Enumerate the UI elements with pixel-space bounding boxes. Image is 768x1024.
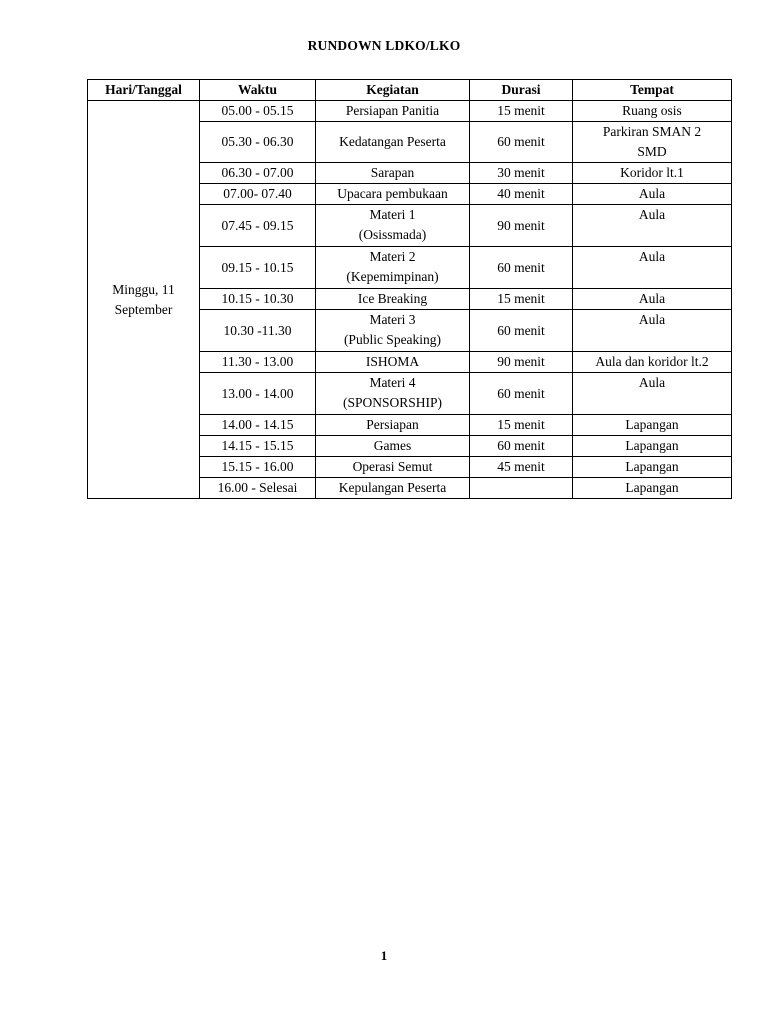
- time-cell: 10.15 - 10.30: [200, 289, 316, 310]
- duration-cell: 90 menit: [470, 352, 573, 373]
- duration-cell: 90 menit: [470, 205, 573, 247]
- duration-cell: [470, 478, 573, 499]
- place-cell-line: Ruang osis: [622, 103, 682, 118]
- duration-cell: 15 menit: [470, 415, 573, 436]
- place-cell-line: Lapangan: [625, 459, 679, 474]
- header-tempat: Tempat: [573, 80, 732, 101]
- activity-cell-line: Ice Breaking: [357, 291, 428, 306]
- header-kegiatan: Kegiatan: [316, 80, 470, 101]
- activity-cell-line: Upacara pembukaan: [337, 186, 448, 201]
- page-number: 1: [380, 948, 388, 963]
- activity-cell: [316, 457, 470, 478]
- duration-cell: 60 menit: [470, 247, 573, 289]
- activity-cell: [316, 205, 470, 247]
- place-cell-line: Parkiran SMAN 2: [602, 124, 702, 139]
- place-cell-line: Aula dan koridor lt.2: [595, 354, 709, 369]
- duration-cell: 60 menit: [470, 122, 573, 163]
- rundown-table: [87, 79, 732, 499]
- table-header-row: [88, 80, 732, 101]
- day-cell-line: September: [114, 301, 173, 317]
- activity-cell-line: (Osissmada): [358, 227, 427, 242]
- duration-cell: 15 menit: [470, 289, 573, 310]
- activity-cell-line: Materi 4: [369, 375, 416, 390]
- activity-cell-line: Kedatangan Peserta: [339, 134, 446, 149]
- activity-cell: [316, 415, 470, 436]
- place-cell-line: Aula: [638, 249, 666, 264]
- activity-cell-line: Materi 2: [369, 249, 416, 264]
- time-cell: 07.45 - 09.15: [200, 205, 316, 247]
- duration-cell: 60 menit: [470, 436, 573, 457]
- duration-cell: 60 menit: [470, 310, 573, 352]
- table-body: [88, 101, 732, 499]
- place-cell: [573, 457, 732, 478]
- activity-cell-line: Sarapan: [370, 165, 415, 180]
- place-cell-line: Aula: [638, 375, 666, 390]
- place-cell-line: Aula: [638, 312, 666, 327]
- place-cell: [573, 415, 732, 436]
- activity-cell: [316, 436, 470, 457]
- place-cell: [573, 352, 732, 373]
- time-cell: 09.15 - 10.15: [200, 247, 316, 289]
- document-title: RUNDOWN LDKO/LKO: [307, 38, 461, 53]
- activity-cell-line: Games: [373, 438, 412, 453]
- time-cell: 05.00 - 05.15: [200, 101, 316, 122]
- place-cell: [573, 289, 732, 310]
- duration-cell: 30 menit: [470, 163, 573, 184]
- time-cell: 10.30 -11.30: [200, 310, 316, 352]
- activity-cell-line: (Kepemimpinan): [346, 269, 439, 284]
- place-cell-line: Lapangan: [625, 438, 679, 453]
- place-cell: [573, 205, 732, 247]
- place-cell: [573, 163, 732, 184]
- place-cell-line: Aula: [638, 186, 666, 201]
- activity-cell: [316, 478, 470, 499]
- place-cell-line: Lapangan: [625, 417, 679, 432]
- activity-cell: [316, 352, 470, 373]
- activity-cell-line: Persiapan: [366, 417, 419, 432]
- activity-cell-line: Materi 3: [369, 312, 416, 327]
- activity-cell: [316, 373, 470, 415]
- time-cell: 13.00 - 14.00: [200, 373, 316, 415]
- activity-cell: [316, 122, 470, 163]
- header-durasi: Durasi: [470, 80, 573, 101]
- activity-cell-line: Kepulangan Peserta: [338, 480, 447, 495]
- day-cell: [88, 101, 200, 499]
- place-cell: [573, 184, 732, 205]
- day-cell-line: Minggu, 11: [112, 281, 175, 297]
- time-cell: 16.00 - Selesai: [200, 478, 316, 499]
- time-cell: 14.00 - 14.15: [200, 415, 316, 436]
- duration-cell: 15 menit: [470, 101, 573, 122]
- place-cell: [573, 373, 732, 415]
- place-cell: [573, 247, 732, 289]
- place-cell: [573, 122, 732, 163]
- place-cell: [573, 478, 732, 499]
- activity-cell: [316, 310, 470, 352]
- activity-cell: [316, 163, 470, 184]
- place-cell-line: SMD: [637, 144, 667, 159]
- time-cell: 15.15 - 16.00: [200, 457, 316, 478]
- place-cell: [573, 436, 732, 457]
- activity-cell: [316, 101, 470, 122]
- time-cell: 05.30 - 06.30: [200, 122, 316, 163]
- duration-cell: 60 menit: [470, 373, 573, 415]
- header-waktu: Waktu: [200, 80, 316, 101]
- activity-cell-line: Persiapan Panitia: [345, 103, 440, 118]
- activity-cell-line: (SPONSORSHIP): [342, 395, 443, 410]
- activity-cell: [316, 247, 470, 289]
- time-cell: 11.30 - 13.00: [200, 352, 316, 373]
- activity-cell-line: ISHOMA: [365, 354, 420, 369]
- activity-cell: [316, 184, 470, 205]
- activity-cell: [316, 289, 470, 310]
- activity-cell-line: Materi 1: [369, 207, 416, 222]
- place-cell-line: Lapangan: [625, 480, 679, 495]
- activity-cell-line: (Public Speaking): [343, 332, 442, 347]
- time-cell: 14.15 - 15.15: [200, 436, 316, 457]
- duration-cell: 45 menit: [470, 457, 573, 478]
- table-row: [88, 101, 732, 122]
- place-cell-line: Aula: [638, 207, 666, 222]
- time-cell: 07.00- 07.40: [200, 184, 316, 205]
- time-cell: 06.30 - 07.00: [200, 163, 316, 184]
- header-hari-tanggal: Hari/Tanggal: [88, 80, 200, 101]
- place-cell-line: Aula: [638, 291, 666, 306]
- duration-cell: 40 menit: [470, 184, 573, 205]
- place-cell-line: Koridor lt.1: [620, 165, 684, 180]
- activity-cell-line: Operasi Semut: [352, 459, 433, 474]
- place-cell: [573, 310, 732, 352]
- place-cell: [573, 101, 732, 122]
